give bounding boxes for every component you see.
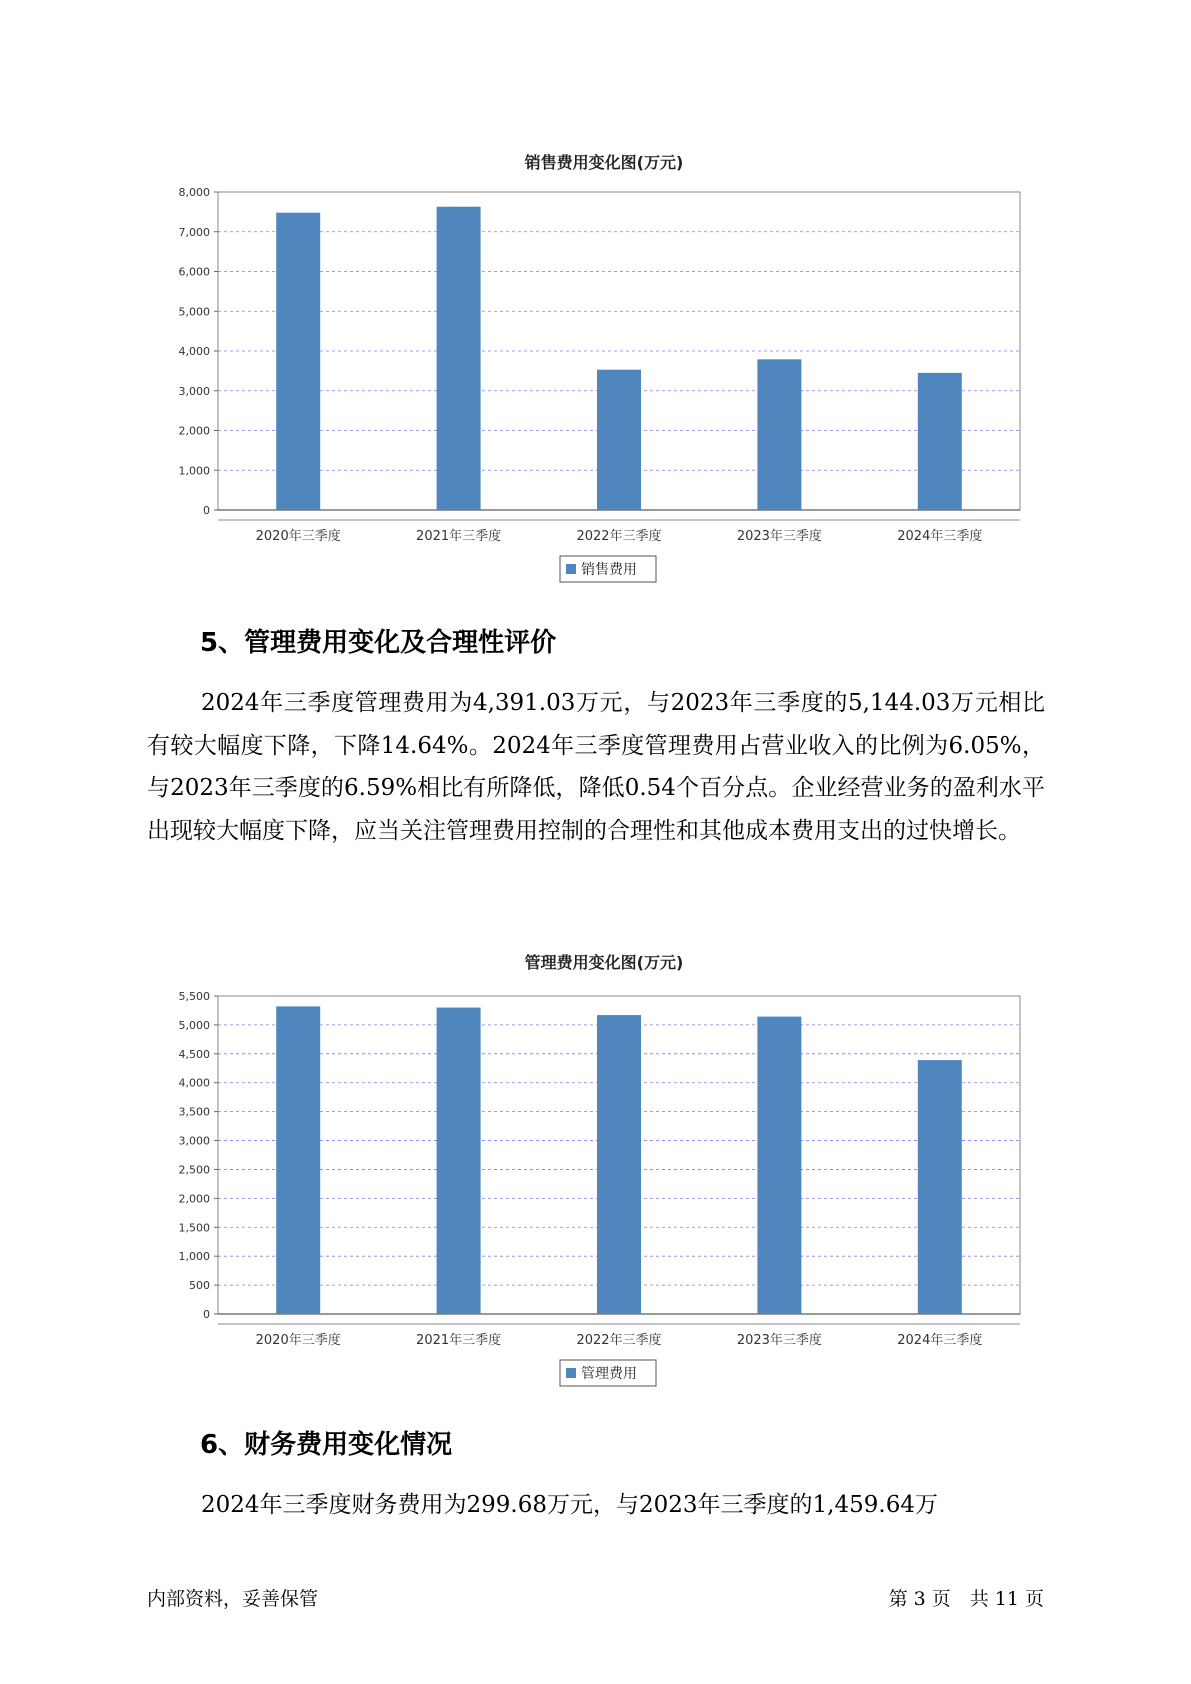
legend-label: 销售费用 xyxy=(581,562,637,578)
bar xyxy=(918,1060,962,1314)
y-tick-label: 4,000 xyxy=(178,345,210,358)
x-tick-label: 2021年三季度 xyxy=(416,529,502,544)
y-tick-label: 2,000 xyxy=(178,424,210,438)
y-tick-label: 8,000 xyxy=(178,186,210,199)
x-tick-label: 2023年三季度 xyxy=(736,529,822,544)
y-tick-label: 4,500 xyxy=(178,1047,210,1061)
x-tick-label: 2022年三季度 xyxy=(576,529,662,544)
y-tick-label: 2,000 xyxy=(178,1192,210,1206)
bar xyxy=(437,1008,481,1314)
chart-title: 管理费用变化图(万元) xyxy=(524,953,684,972)
y-tick-label: 3,000 xyxy=(178,384,210,398)
legend-swatch xyxy=(566,1368,576,1378)
section6-paragraph: 2024年三季度财务费用为299.68万元，与2023年三季度的1,459.64万 xyxy=(201,1492,938,1518)
x-tick-label: 2023年三季度 xyxy=(736,1333,822,1348)
bar xyxy=(757,1017,801,1314)
y-tick-label: 500 xyxy=(189,1279,210,1293)
section6-heading: 6、财务费用变化情况 xyxy=(200,1430,453,1460)
y-tick-label: 3,500 xyxy=(178,1105,210,1119)
x-tick-label: 2020年三季度 xyxy=(255,529,341,544)
y-tick-label: 5,000 xyxy=(178,305,210,319)
y-tick-label: 0 xyxy=(203,504,210,517)
y-tick-label: 3,000 xyxy=(178,1134,210,1148)
x-tick-label: 2024年三季度 xyxy=(897,1333,983,1348)
bar xyxy=(597,1015,641,1314)
footer-left: 内部资料，妥善保管 xyxy=(147,1588,319,1610)
chart-title: 销售费用变化图(万元) xyxy=(524,153,684,172)
x-tick-label: 2020年三季度 xyxy=(255,1333,341,1348)
y-tick-label: 0 xyxy=(203,1308,210,1321)
y-tick-label: 7,000 xyxy=(178,225,210,239)
x-tick-label: 2022年三季度 xyxy=(576,1333,662,1348)
legend-label: 管理费用 xyxy=(581,1366,637,1382)
y-tick-label: 5,500 xyxy=(178,990,210,1003)
bar xyxy=(276,1006,320,1314)
y-tick-label: 4,000 xyxy=(178,1076,210,1090)
y-tick-label: 1,500 xyxy=(178,1221,210,1235)
y-tick-label: 2,500 xyxy=(178,1163,210,1177)
y-tick-label: 6,000 xyxy=(178,265,210,279)
footer-right: 第 3 页 共 11 页 xyxy=(888,1588,1044,1610)
section5-paragraph: 2024年三季度管理费用为4,391.03万元，与2023年三季度的5,144.03万元相比有较大幅度下降，下降14.64%。2024年三季度管理费用占营业收入的比例为6.05%，与2023年三季度的6.59%相比有所降低，降低0.54个百分点。企业经营业务的盈利水平出现较大幅度下降，应当关注管理费用控制的合理性和其他成本费用支出的过快增长。 xyxy=(147,690,1045,844)
section5-heading: 5、管理费用变化及合理性评价 xyxy=(200,628,557,658)
y-tick-label: 1,000 xyxy=(178,1250,210,1264)
x-tick-label: 2024年三季度 xyxy=(897,529,983,544)
x-tick-label: 2021年三季度 xyxy=(416,1333,502,1348)
y-tick-label: 5,000 xyxy=(178,1018,210,1032)
y-tick-label: 1,000 xyxy=(178,464,210,478)
